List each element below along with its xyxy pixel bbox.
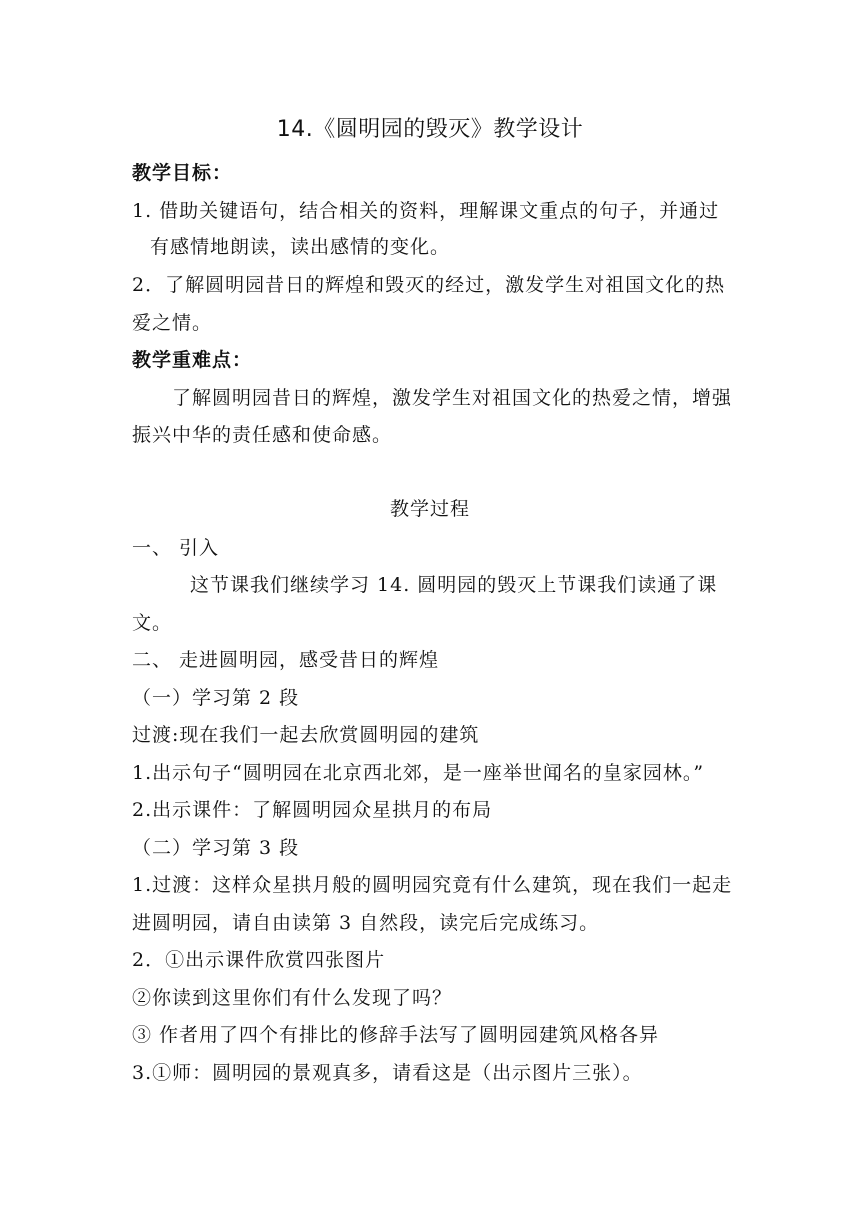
difficulty-heading: 教学重难点： (132, 349, 253, 371)
part-2-step-3: 3.①师：圆明园的景观真多，请看这是（出示图片三张）。 (132, 1062, 643, 1084)
transition-1: 过渡:现在我们一起去欣赏圆明园的建筑 (132, 724, 480, 746)
section-1-line-1: 这节课我们继续学习 14. 圆明园的毁灭上节课我们读通了课 (190, 574, 718, 596)
difficulty-line-2: 振兴中华的责任感和使命感。 (132, 424, 393, 446)
objectives-heading: 教学目标： (132, 162, 233, 184)
part-2-heading: （二）学习第 3 段 (132, 837, 300, 859)
part-2-step-2b: ②你读到这里你们有什么发现了吗？ (132, 987, 453, 1009)
process-heading: 教学过程 (389, 498, 470, 520)
part-2-step-1-line-1: 1.过渡：这样众星拱月般的圆明园究竟有什么建筑，现在我们一起走 (132, 874, 733, 896)
step-2: 2.出示课件：了解圆明园众星拱月的布局 (132, 799, 493, 821)
step-1: 1.出示句子“圆明园在北京西北郊，是一座举世闻名的皇家园林。” (132, 762, 705, 784)
difficulty-line-1: 了解圆明园昔日的辉煌，激发学生对祖国文化的热爱之情，增强 (172, 387, 733, 409)
part-2-step-2c: ③ 作者用了四个有排比的修辞手法写了圆明园建筑风格各异 (132, 1024, 660, 1046)
objective-2-line-1: 2．了解圆明园昔日的辉煌和毁灭的经过，激发学生对祖国文化的热 (132, 274, 726, 296)
objective-2-line-2: 爱之情。 (132, 312, 213, 334)
objective-1-line-2: 有感情地朗读，读出感情的变化。 (150, 236, 451, 258)
part-2-step-2: 2．①出示课件欣赏四张图片 (132, 949, 386, 971)
part-1-heading: （一）学习第 2 段 (132, 687, 300, 709)
document-title: 14.《圆明园的毁灭》教学设计 (276, 117, 584, 142)
section-2-heading: 二、 走进圆明园，感受昔日的辉煌 (132, 649, 440, 671)
part-2-step-1-line-2: 进圆明园，请自由读第 3 自然段，读完后完成练习。 (132, 912, 600, 934)
section-1-heading: 一、 引入 (132, 537, 220, 559)
section-1-line-2: 文。 (132, 612, 173, 634)
objective-1-line-1: 1. 借助关键语句，结合相关的资料，理解课文重点的句子，并通过 (132, 200, 720, 222)
